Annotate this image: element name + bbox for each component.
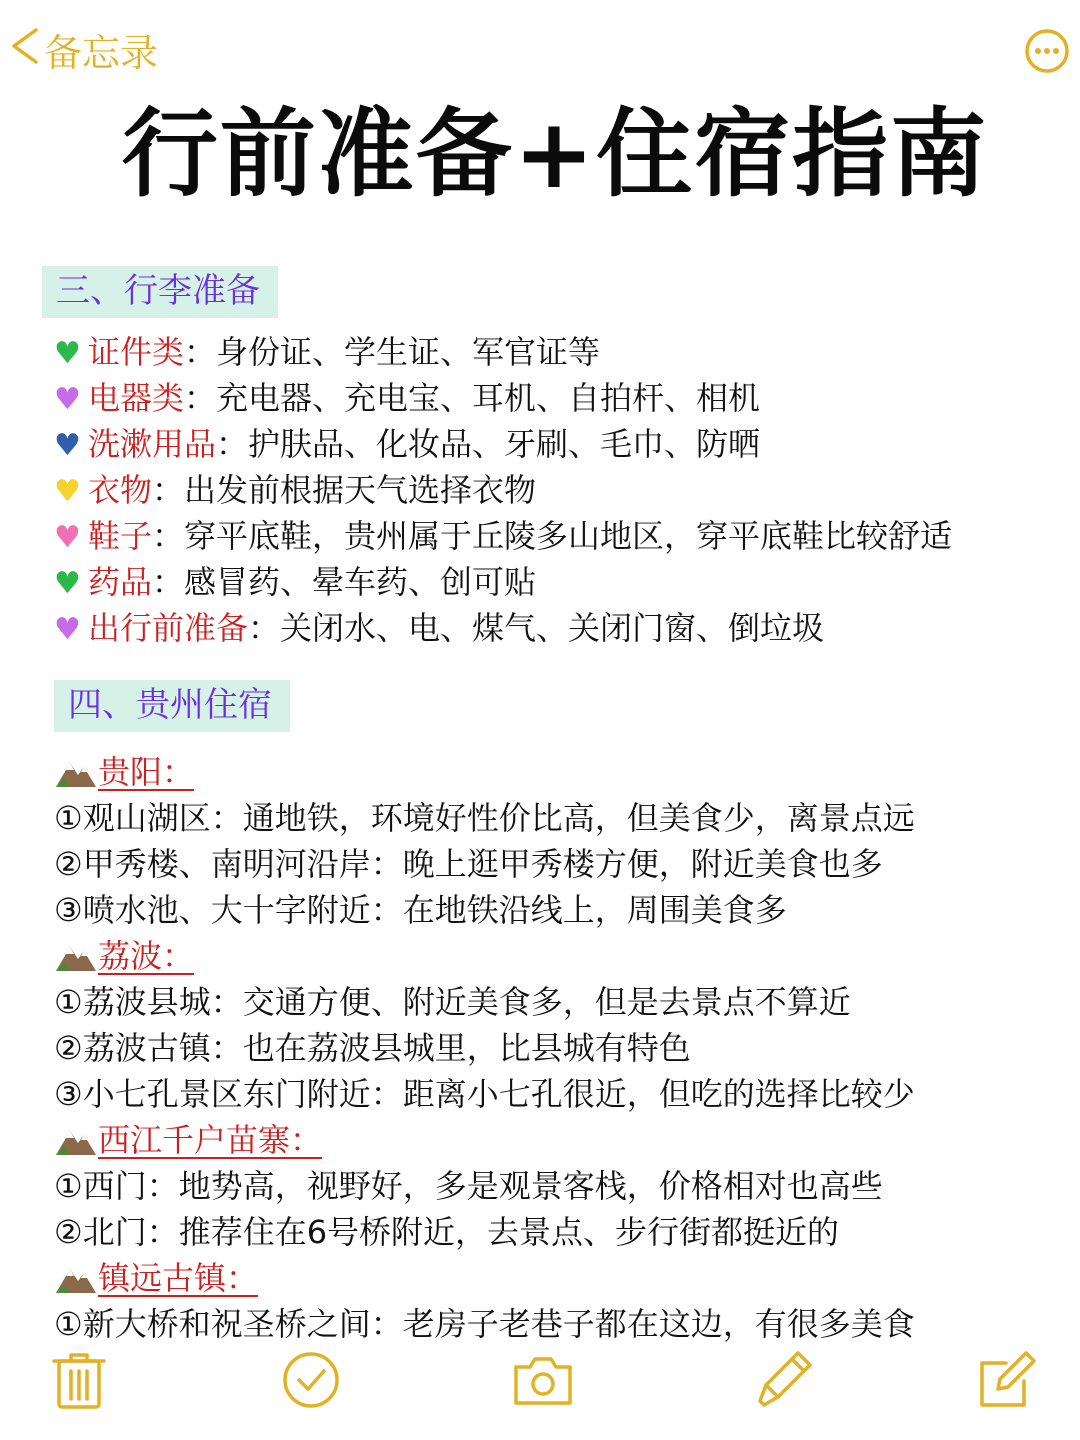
item-label: 衣物 <box>88 471 153 509</box>
pen-icon[interactable] <box>748 1345 818 1415</box>
camera-icon[interactable] <box>508 1345 578 1415</box>
lodging-line: ②荔波古镇：也在荔波县城里，比县城有特色 <box>54 1029 691 1067</box>
luggage-item <box>54 514 952 560</box>
item-label: 药品 <box>88 563 153 601</box>
item-label: 电器类 <box>88 379 185 417</box>
section-heading-lodging: 四、贵州住宿 <box>54 680 290 732</box>
place-heading <box>54 1118 322 1162</box>
lodging-line: ①西门：地势高，视野好，多是观景客栈，价格相对也高些 <box>54 1167 883 1205</box>
place-name: 镇远古镇： <box>98 1259 259 1297</box>
item-label: 鞋子 <box>88 517 153 555</box>
lodging-line: ③小七孔景区东门附近：距离小七孔很近，但吃的选择比较少 <box>54 1075 915 1113</box>
luggage-item <box>54 376 760 422</box>
heart-icon: ♥ <box>54 428 81 463</box>
mountain-icon <box>54 1123 98 1157</box>
lodging-line: ①新大桥和祝圣桥之间：老房子老巷子都在这边，有很多美食 <box>54 1305 915 1343</box>
item-label: 证件类 <box>88 333 185 371</box>
heart-icon: ♥ <box>54 612 81 647</box>
luggage-item <box>54 330 600 376</box>
place-heading <box>54 1256 258 1300</box>
item-text: ：穿平底鞋，贵州属于丘陵多山地区，穿平底鞋比较舒适 <box>152 517 953 555</box>
page-title: 行前准备+住宿指南 <box>121 98 989 210</box>
lodging-line: ②甲秀楼、南明河沿岸：晚上逛甲秀楼方便，附近美食也多 <box>54 845 883 883</box>
mountain-icon <box>54 1261 98 1295</box>
item-text: ：身份证、学生证、军官证等 <box>184 333 601 371</box>
heart-icon: ♥ <box>54 336 81 371</box>
place-heading <box>54 934 194 978</box>
checkmark-circle-icon[interactable] <box>276 1345 346 1415</box>
place-name: 荔波： <box>98 937 195 975</box>
item-label: 洗漱用品 <box>88 425 217 463</box>
place-name: 西江千户苗寨： <box>98 1121 323 1159</box>
item-text: ：出发前根据天气选择衣物 <box>152 471 537 509</box>
item-text: ：感冒药、晕车药、创可贴 <box>152 563 537 601</box>
heart-icon: ♥ <box>54 382 81 417</box>
mountain-icon <box>54 939 98 973</box>
back-label: 备忘录 <box>44 31 159 75</box>
place-heading <box>54 750 194 794</box>
bottom-toolbar <box>0 1335 1080 1440</box>
compose-icon[interactable] <box>972 1345 1042 1415</box>
item-text: ：关闭水、电、煤气、关闭门窗、倒垃圾 <box>248 609 825 647</box>
luggage-item <box>54 606 824 652</box>
back-button[interactable] <box>8 22 158 77</box>
item-text: ：护肤品、化妆品、牙刷、毛巾、防晒 <box>216 425 761 463</box>
trash-icon[interactable] <box>44 1345 114 1415</box>
heart-icon: ♥ <box>54 520 81 555</box>
place-name: 贵阳： <box>98 753 195 791</box>
ellipsis-circle-icon[interactable] <box>1024 28 1070 74</box>
heart-icon: ♥ <box>54 566 81 601</box>
chevron-left-icon <box>8 26 42 74</box>
item-label: 出行前准备 <box>88 609 249 647</box>
section-heading-luggage: 三、行李准备 <box>42 266 278 318</box>
lodging-line: ③喷水池、大十字附近：在地铁沿线上，周围美食多 <box>54 891 787 929</box>
mountain-icon <box>54 755 98 789</box>
luggage-item <box>54 560 536 606</box>
heart-icon: ♥ <box>54 474 81 509</box>
item-text: ：充电器、充电宝、耳机、自拍杆、相机 <box>184 379 761 417</box>
lodging-line: ①观山湖区：通地铁，环境好性价比高，但美食少，离景点远 <box>54 799 915 837</box>
luggage-item <box>54 468 536 514</box>
lodging-line: ①荔波县城：交通方便、附近美食多，但是去景点不算近 <box>54 983 851 1021</box>
luggage-item <box>54 422 760 468</box>
lodging-line: ②北门：推荐住在6号桥附近，去景点、步行街都挺近的 <box>54 1213 840 1251</box>
